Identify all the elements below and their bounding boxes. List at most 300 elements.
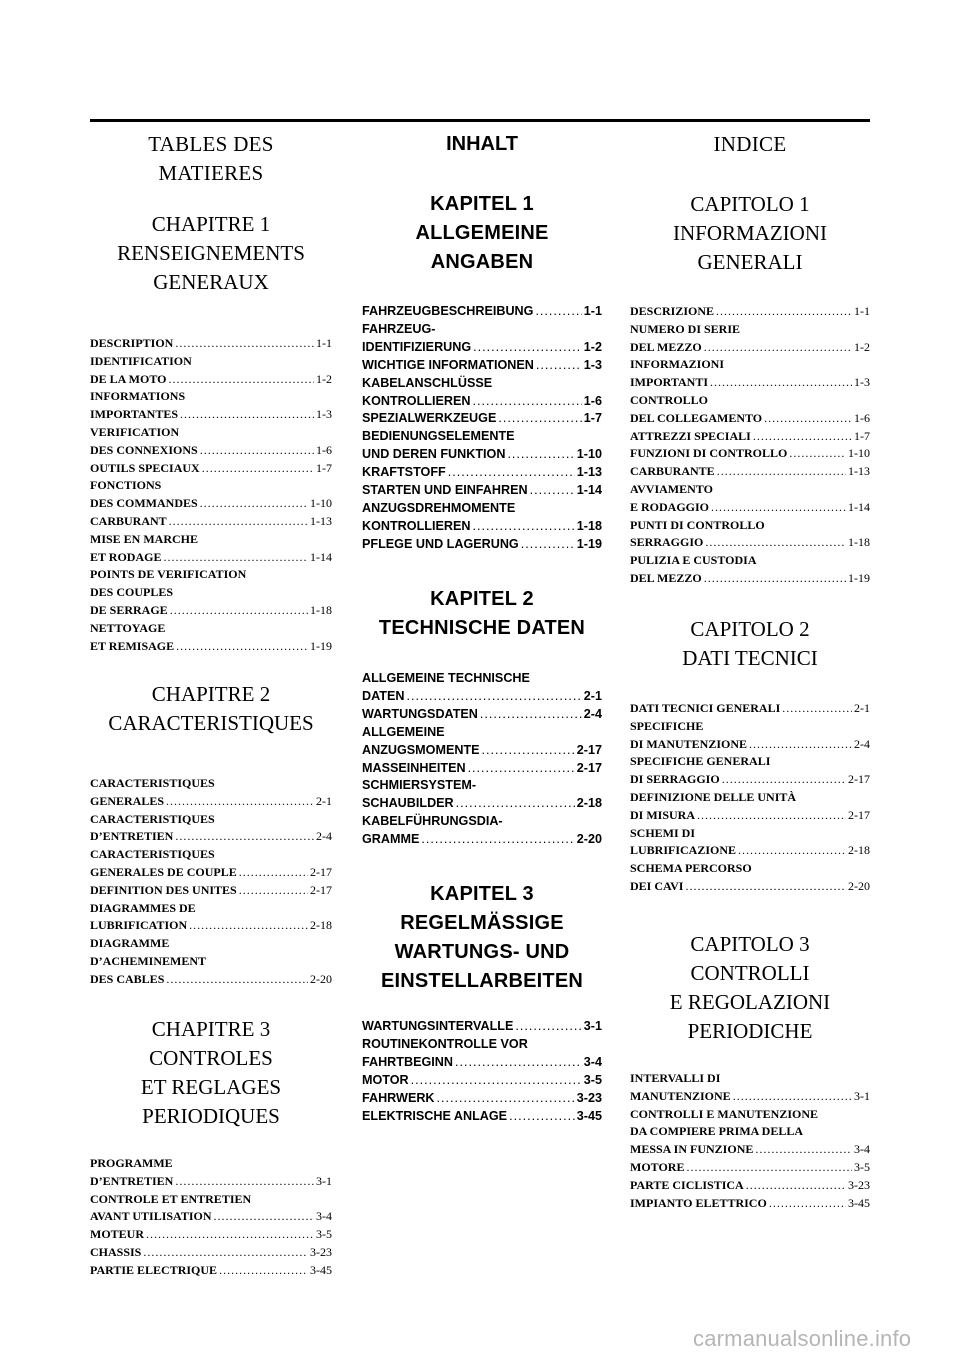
toc-entry-text: CARBURANTE [630,464,715,479]
toc-entry-text: KRAFTSTOFF [362,465,446,480]
page-number: 1-6 [854,410,870,425]
toc-entry-row [630,1159,870,1177]
dot-leader [189,917,308,935]
toc-entry-row [90,602,332,620]
page-number: 3-23 [576,1090,602,1105]
toc-entry-text: MISE EN MARCHE [90,531,199,546]
toc-entry-text: WICHTIGE INFORMATIONEN [362,357,534,372]
toc-entry-text: ANZUGSDREHMOMENTE [362,500,516,515]
page-number: 1-14 [848,499,870,514]
page-number: 1-10 [848,446,870,461]
dot-leader [175,1173,314,1191]
toc-entry[interactable] [630,321,870,357]
toc-entry-text: ET RODAGE [90,549,162,564]
chapter-heading-line: E REGOLAZIONI [669,990,831,1014]
toc-entry-row [630,445,870,463]
toc-entry[interactable] [630,1159,870,1177]
toc-entry-text: STARTEN UND EINFAHREN [362,483,528,498]
toc-entry[interactable] [90,513,332,531]
dot-leader [685,878,846,896]
toc-entry-text: GENERALES DE COUPLE [90,864,237,879]
toc-entry-row [362,1018,602,1036]
toc-entry[interactable] [362,357,602,375]
toc-entry[interactable] [362,1036,602,1072]
page-number: 2-17 [576,742,602,757]
toc-entry[interactable] [630,392,870,428]
page-number: 1-13 [848,464,870,479]
toc-entry-row [630,807,870,825]
toc-entry-text: PARTIE ELECTRIQUE [90,1262,218,1277]
toc-entry[interactable] [90,531,332,567]
dot-leader [536,357,582,375]
chapter-heading-line: CONTROLLI [690,961,810,985]
toc-entry[interactable] [90,900,332,936]
toc-entry-text: DI MISURA [630,807,696,822]
page-number: 1-19 [576,536,602,551]
toc-entry[interactable] [630,428,870,446]
toc-entry[interactable] [362,1090,602,1108]
dot-leader [175,335,314,353]
toc-entry[interactable] [362,706,602,724]
chapter-heading [362,585,602,643]
toc-title [90,130,332,188]
toc-entry[interactable] [90,882,332,900]
chapter-heading-line: GENERAUX [153,270,269,294]
dot-leader [753,428,852,446]
page-number: 1-1 [583,304,602,318]
chapter-heading-line: CHAPITRE 2 [151,682,271,706]
toc-entry[interactable] [630,753,870,789]
toc-entry[interactable] [362,777,602,813]
toc-entry-text: GENERALES [90,793,165,808]
page-number: 1-19 [848,570,870,585]
page-number: 1-19 [310,638,332,653]
toc-entry[interactable] [630,1070,870,1106]
chapter-heading-line: KAPITEL 1 [430,193,534,215]
toc-entry-row [362,706,602,724]
chapter-heading [90,680,332,738]
toc-list [90,1155,332,1280]
page-number: 1-13 [576,465,602,480]
toc-entry[interactable] [630,860,870,896]
toc-entry-text: PFLEGE UND LAGERUNG [362,536,519,551]
toc-entry[interactable] [90,935,332,988]
toc-entry-text: CARBURANT [90,513,167,528]
dot-leader [509,1108,575,1126]
toc-entry-text: VERIFICATION [90,424,180,439]
toc-entry-row [362,357,602,375]
toc-entry[interactable] [362,670,602,706]
dot-leader [166,793,314,811]
dot-leader [200,495,308,513]
dot-leader [764,410,852,428]
toc-entry-text: AVANT UTILISATION [90,1209,212,1224]
toc-entry-text: DIAGRAMMES DE [90,900,196,915]
toc-entry-row [90,1208,332,1226]
toc-entry-text: DATI TECNICI GENERALI [630,701,781,715]
toc-entry-text: FAHRZEUG- [362,321,436,336]
toc-entry-text: IDENTIFICATION [90,353,192,368]
dot-leader [716,303,852,321]
toc-entry-text: LUBRIFICAZIONE [630,843,737,858]
toc-entry-row [362,518,602,536]
toc-entry[interactable] [362,303,602,321]
toc-entry[interactable] [362,321,602,357]
toc-entry[interactable] [362,428,602,464]
toc-entry[interactable] [90,460,332,478]
dot-leader [455,1054,582,1072]
toc-entry-row [90,495,332,513]
watermark: carmanualsonline.info [693,1326,912,1351]
toc-entry-text: DES CABLES [90,971,165,986]
toc-entry-text: MOTEUR [90,1227,144,1242]
toc-entry[interactable] [90,477,332,513]
toc-entry[interactable] [90,846,332,882]
top-rule [90,119,870,122]
toc-entry-row [90,828,332,846]
dot-leader [143,1244,308,1262]
toc-entry-text: DES COUPLES [90,585,174,600]
toc-entry-text: PUNTI DI CONTROLLO [630,517,765,532]
page-number: 1-14 [310,549,332,564]
toc-entry-row [630,1088,870,1106]
toc-entry-text: NETTOYAGE [90,620,166,635]
toc-entry-text: DE SERRAGE [90,602,168,617]
toc-entry[interactable] [362,536,602,554]
toc-entry[interactable] [630,700,870,718]
toc-entry-row [630,700,870,718]
toc-entry-text: KONTROLLIEREN [362,518,471,533]
toc-entry[interactable] [362,500,602,536]
toc-entry-row [90,513,332,531]
chapter-heading-line: GENERALI [697,250,803,274]
toc-entry-text: KABELANSCHLÜSSE [362,375,493,390]
toc-list [90,775,332,989]
toc-entry[interactable] [90,353,332,389]
toc-entry[interactable] [630,789,870,825]
toc-entry-text: D’ENTRETIEN [90,829,174,844]
page-number: 1-2 [583,339,602,354]
chapter-heading [90,210,332,297]
dot-leader [239,882,308,900]
dot-leader [421,831,574,849]
toc-entry-row [362,482,602,500]
toc-entry-row [630,771,870,789]
toc-entry[interactable] [630,1195,870,1213]
chapter-heading [630,615,870,673]
toc-entry-text: DIAGRAMME [90,936,170,951]
dot-leader [498,410,581,428]
toc-entry-row [630,303,870,321]
page-number: 1-1 [316,336,332,350]
toc-entry[interactable] [90,1244,332,1262]
page-number: 2-1 [583,688,602,703]
toc-entry-text: E RODAGGIO [630,499,710,514]
toc-entry-text: DEI CAVI [630,878,684,893]
dot-leader [704,570,846,588]
toc-entry-row [362,831,602,849]
toc-list [90,335,332,655]
toc-entry-text: ELEKTRISCHE ANLAGE [362,1108,508,1123]
toc-entry-text: ATTREZZI SPECIALI [630,428,751,443]
toc-list [362,303,602,554]
toc-entry-row [630,1177,870,1195]
dot-leader [411,1072,582,1090]
toc-entry[interactable] [90,566,332,619]
toc-entry[interactable] [362,1072,602,1090]
toc-title-line: INHALT [446,133,518,155]
toc-entry[interactable] [630,463,870,481]
page-number: 1-10 [310,496,332,511]
dot-leader [168,371,314,389]
dot-leader [219,1262,308,1280]
toc-entry-text: SPECIFICHE [630,718,704,733]
page-number: 2-20 [848,878,870,893]
toc-entry[interactable] [630,481,870,517]
page-number: 3-5 [316,1227,332,1242]
page-number: 1-3 [854,375,870,390]
page-number: 1-1 [854,304,870,318]
toc-entry[interactable] [90,775,332,811]
toc-entry-text: DEL MEZZO [630,570,702,585]
toc-entry[interactable] [630,356,870,392]
toc-entry-text: FAHRWERK [362,1090,435,1105]
page-number: 2-17 [576,760,602,775]
toc-entry-text: DES COMMANDES [90,496,198,511]
dot-leader [472,518,574,536]
toc-entry[interactable] [90,1191,332,1227]
toc-entry[interactable] [630,552,870,588]
toc-entry-text: DEFINITION DES UNITES [90,882,237,897]
column-french [90,130,332,1350]
toc-entry-row [90,638,332,656]
toc-entry-text: PROGRAMME [90,1156,173,1170]
toc-entry-text: DES CONNEXIONS [90,442,198,457]
toc-entry-row [90,460,332,478]
chapter-heading-line: CAPITOLO 2 [690,617,810,641]
dot-leader [711,499,846,517]
toc-entry-text: DESCRIZIONE [630,304,715,318]
page-number: 2-4 [854,736,870,751]
toc-entry-row [630,410,870,428]
page-number: 1-2 [854,339,870,354]
toc-entry[interactable] [630,1177,870,1195]
page-number: 3-4 [854,1142,870,1157]
toc-entry-text: GRAMME [362,832,420,847]
dot-leader [782,700,852,718]
toc-entry[interactable] [90,335,332,353]
toc-entry-row [362,446,602,464]
toc-entry-row [90,1173,332,1191]
toc-entry[interactable] [362,1108,602,1126]
toc-entry-text: CARACTERISTIQUES [90,776,215,790]
toc-entry-row [630,499,870,517]
toc-entry-text: DI MANUTENZIONE [630,736,748,751]
toc-entry[interactable] [362,1018,602,1036]
toc-entry[interactable] [90,388,332,424]
toc-entry-text: DI SERRAGGIO [630,772,720,787]
toc-entry[interactable] [362,375,602,411]
toc-entry-text: PARTE CICLISTICA [630,1177,744,1192]
toc-entry[interactable] [90,1155,332,1191]
dot-leader [406,688,581,706]
toc-title-line: TABLES DES [148,132,274,156]
toc-entry-text: NUMERO DI SERIE [630,321,741,336]
toc-entry-row [630,463,870,481]
toc-entry[interactable] [362,813,602,849]
toc-entry-text: MASSEINHEITEN [362,760,466,775]
page-number: 1-13 [310,513,332,528]
toc-entry-row [90,882,332,900]
page-number: 2-17 [310,864,332,879]
page-number: 1-3 [583,357,602,372]
toc-entry-text: CONTROLLI E MANUTENZIONE [630,1106,819,1121]
dot-leader [482,742,575,760]
toc-entry[interactable] [90,1226,332,1244]
chapter-heading [90,1015,332,1131]
toc-entry-text: PULIZIA E CUSTODIA [630,553,757,568]
toc-entry[interactable] [362,482,602,500]
toc-entry-text: MOTORE [630,1159,685,1174]
dot-leader [749,736,852,754]
toc-entry-row [362,1054,602,1072]
page-number: 2-17 [848,807,870,822]
toc-entry-row [362,464,602,482]
chapter-heading-line: INFORMAZIONI [673,221,827,245]
dot-leader [535,303,581,321]
page-number: 3-45 [310,1262,332,1277]
toc-entry[interactable] [362,760,602,778]
page-number: 1-18 [848,535,870,550]
chapter-heading-line: EINSTELLARBEITEN [380,970,584,992]
dot-leader [176,638,308,656]
toc-title-line: INDICE [713,132,787,156]
toc-entry[interactable] [362,724,602,760]
toc-entry-text: INTERVALLI DI [630,1071,721,1085]
column-german [362,130,602,1350]
toc-entry-row [90,371,332,389]
chapter-heading-line: CHAPITRE 3 [151,1017,271,1041]
dot-leader [507,446,574,464]
chapter-heading [630,190,870,277]
toc-entry[interactable] [90,811,332,847]
toc-entry[interactable] [630,1106,870,1159]
dot-leader [456,795,575,813]
toc-entry[interactable] [362,464,602,482]
toc-entry-text: POINTS DE VERIFICATION [90,567,247,582]
toc-list [362,670,602,849]
toc-entry-row [630,878,870,896]
toc-entry[interactable] [630,825,870,861]
toc-entry-text: ET REMISAGE [90,638,175,653]
toc-entry-text: DATEN [362,688,405,703]
toc-entry-text: CARACTERISTIQUES [90,847,215,862]
chapter-heading-line: ANGABEN [430,251,534,273]
page-number: 3-1 [583,1019,602,1033]
chapter-heading-line: PERIODICHE [687,1019,813,1043]
page-number: 1-7 [316,460,332,475]
toc-entry-row [362,1108,602,1126]
page-number: 2-20 [310,971,332,986]
page-number: 1-10 [576,447,602,462]
chapter-heading-line: ALLGEMEINE [415,222,549,244]
toc-entry-text: IMPORTANTES [90,407,179,422]
chapter-heading-line: ET REGLAGES [140,1075,282,1099]
toc-entry[interactable] [630,517,870,553]
toc-entry[interactable] [630,718,870,754]
toc-entry-row [90,1244,332,1262]
toc-entry-text: SCHEMI DI [630,825,696,840]
toc-title [362,130,602,159]
toc-entry-text: DESCRIPTION [90,336,174,350]
toc-entry-row [90,549,332,567]
page-number: 1-14 [576,483,602,498]
toc-entry-text: ROUTINEKONTROLLE VOR [362,1036,528,1051]
toc-entry-row [90,406,332,424]
toc-entry-text: FAHRTBEGINN [362,1054,453,1069]
dot-leader [515,1018,581,1036]
toc-entry-text: CARACTERISTIQUES [90,811,215,826]
toc-entry-row [362,410,602,428]
toc-entry-text: DA COMPIERE PRIMA DELLA [630,1124,804,1139]
toc-entry-text: D’ACHEMINEMENT [90,953,206,968]
toc-entry-text: MANUTENZIONE [630,1088,731,1103]
toc-entry-text: ALLGEMEINE TECHNISCHE [362,671,530,685]
dot-leader [468,760,575,778]
dot-leader [146,1226,314,1244]
toc-entry-row [630,339,870,357]
chapter-heading [630,930,870,1046]
page-number: 1-18 [576,518,602,533]
dot-leader [746,1177,846,1195]
toc-entry[interactable] [362,410,602,428]
toc-entry[interactable] [90,424,332,460]
toc-entry-text: KONTROLLIEREN [362,393,471,408]
page-number: 3-45 [576,1108,602,1123]
toc-entry-text: ALLGEMEINE [362,724,445,739]
toc-entry[interactable] [630,303,870,321]
dot-leader [472,393,581,411]
toc-entry-row [630,842,870,860]
toc-entry-text: IMPIANTO ELETTRICO [630,1195,767,1210]
toc-title [630,130,870,159]
dot-leader [166,971,308,989]
toc-entry-row [630,1195,870,1213]
dot-leader [239,864,308,882]
toc-entry-text: IDENTIFIZIERUNG [362,339,472,354]
toc-entry[interactable] [630,445,870,463]
page-number: 3-4 [316,1209,332,1224]
page-number: 2-1 [854,701,870,715]
chapter-heading-line: WARTUNGS- UND [394,941,570,963]
toc-entry-text: IMPORTANTI [630,375,709,390]
page-number: 3-5 [854,1159,870,1174]
dot-leader [473,339,582,357]
dot-leader [722,771,846,789]
page-number: 2-20 [576,832,602,847]
toc-entry-row [362,536,602,554]
page-number: 3-1 [854,1088,870,1103]
toc-entry-row [90,1226,332,1244]
toc-entry-row [362,303,602,321]
toc-entry-text: DEL MEZZO [630,339,702,354]
toc-entry-text: D’ENTRETIEN [90,1173,174,1188]
toc-entry-row [362,760,602,778]
chapter-heading-line: CONTROLES [149,1046,273,1070]
toc-entry[interactable] [90,620,332,656]
toc-entry-text: FAHRZEUGBESCHREIBUNG [362,304,534,318]
toc-entry[interactable] [90,1262,332,1280]
